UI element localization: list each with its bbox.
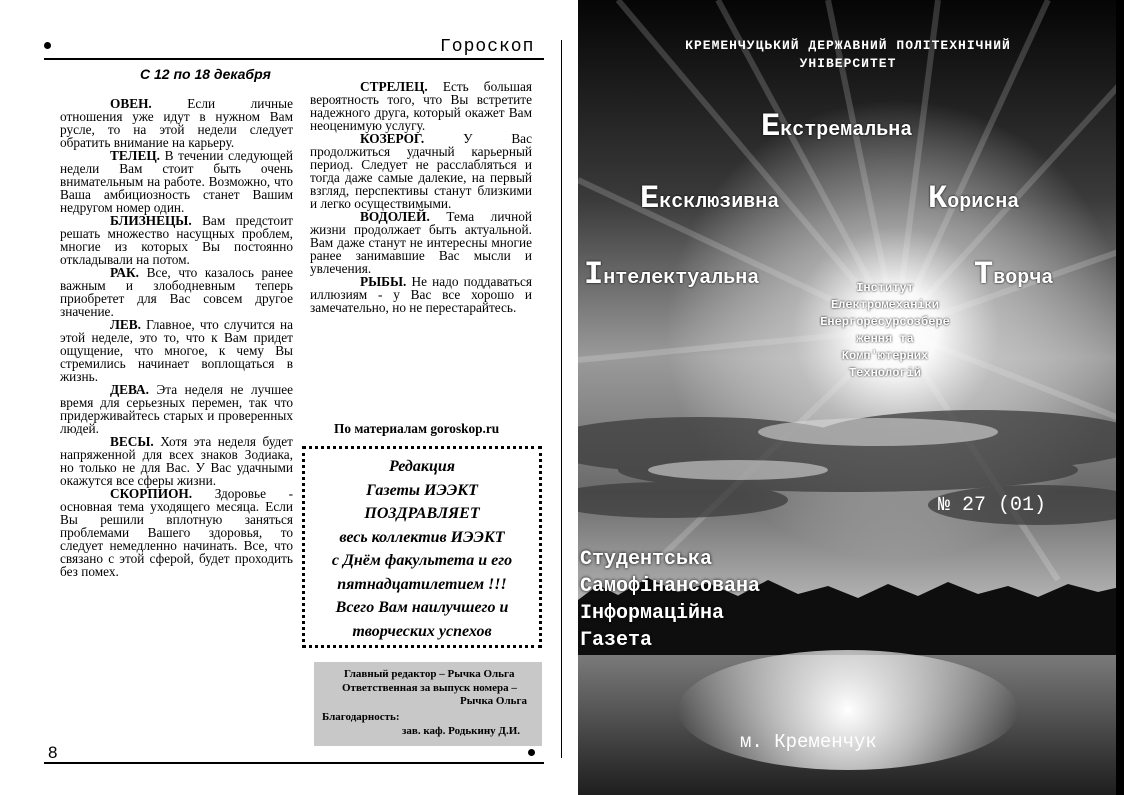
word-tvorcha: Творча [974,256,1054,293]
congrats-line: Редакция [389,458,455,475]
sign-entry: ДЕВА. Эта неделя не лучшее время для серьезных перемен, так что придерживайтесь старых и проверенных людей. [60,382,293,436]
editorial-credits [314,662,542,746]
sign-entry: РЫБЫ. Не надо поддаваться иллюзиям - у Вас все хорошо и замечательно, но не перестарайтесь. [310,274,533,315]
sign-entry: ВЕСЫ. Хотя эта неделя будет напряженной для всех знаков Зодиака, но только не для Вас. У Вас удачными окажутся все сферы жизни. [60,434,293,488]
congratulations-box [302,446,542,648]
issue-number: № 27 (01) [938,494,1047,517]
congrats-line: Всего Вам наилучшего и [335,599,509,616]
responsible-line: Ответственная за выпуск номера – [342,682,517,694]
horoscope-dates: С 12 по 18 декабря [140,66,271,82]
word-eksklyuzyvna: Ексклюзивна [640,180,780,217]
column-divider [561,40,562,758]
horoscope-column-2 [310,80,532,314]
sign-entry: ОВЕН. Если личные отношения уже идут в нужном Вам русле, то на этой недели следует обратить внимание на карьеру. [60,96,293,150]
footer-rule [44,762,544,764]
cover-page [578,0,1124,795]
source-credit: По материалам goroskop.ru [334,421,500,436]
congrats-line: Газеты ИЭЭКТ [366,481,478,499]
header-bullet [44,42,51,49]
responsible-name: Рычка Ольга [460,695,527,707]
footer-bullet [528,749,535,756]
congrats-line: ПОЗДРАВЛЯЕТ [364,505,480,522]
city-name: м. Кременчук [740,731,877,753]
sign-entry: КОЗЕРОГ. У Вас продолжиться удачный карьерный период. Следует не расслабляться и тогда даже самые далекие, на первый взгляд, перспективы станут близкими и легко осуществимыми. [310,131,532,211]
sign-entry: СКОРПИОН. Здоровье - основная тема уходящего месяца. Если Вы решили вплотную заняться проблемами Вашего здоровья, то следует немедленно начинать. Все, что связано с этой сферой, будет проходить без помех. [60,486,293,579]
section-title: Гороскоп [440,37,535,57]
page-number: 8 [48,743,58,762]
congrats-line: пятнадцатилетием !!! [337,575,507,593]
horoscope-column-1 [60,96,293,579]
word-intelektualna: Інтелектуальна [584,256,760,293]
sign-entry: ТЕЛЕЦ. В течении следующей недели Вам стоит быть очень внимательным на работе. Возможно, что Ваша амбициозность станет Вашим недругом номер один. [60,148,293,215]
word-korysna: Корисна [928,180,1020,217]
word-ekstremalna: Екстремальна [761,108,913,145]
university-name: КРЕМЕНЧУЦЬКИЙ ДЕРЖАВНИЙ ПОЛІТЕХНІЧНИЙ УНІВЕРСИТЕТ [685,38,1011,71]
sign-entry: БЛИЗНЕЦЫ. Вам предстоит решать множество насущных проблем, многие из которых Вы постоянно откладывали на потом. [60,213,293,267]
sign-entry: ЛЕВ. Главное, что случится на этой неделе, это то, что к Вам придет ощущение, что многое, к чему Вы стремились начинает воплощаться в жизнь. [60,317,293,384]
header-rule [44,58,544,60]
congrats-line: весь коллектив ИЭЭКТ [339,528,505,546]
slogan: Студентська Самофінансована Інформаційна Газета [580,548,761,652]
right-edge-strip [1116,0,1124,795]
sign-entry: СТРЕЛЕЦ. Есть большая вероятность того, что Вы встретите надежного друга, который окажет Вам неоценимую услугу. [310,79,533,133]
congrats-line: с Днём факультета и его [331,552,513,569]
sign-entry: ВОДОЛЕЙ. Тема личной жизни продолжает быть актуальной. Вам даже станут не интересны многие ранее занимавшие Вас мысли и увлечения. [310,209,533,276]
editor-line: Главный редактор – Рычка Ольга [344,668,515,680]
thanks-text: зав. каф. Родькину Д.И. [402,725,521,737]
thanks-label: Благодарность: [322,711,400,723]
sign-entry: РАК. Все, что казалось ранее важным и злободневным теперь приобретет для Вас совсем другое значение. [60,265,293,319]
institute-name: Інститут Електромеханіки Енергоресурсозбере ження та Комп'ютерних Технологій [820,281,950,380]
congrats-line: творческих успехов [352,622,492,640]
